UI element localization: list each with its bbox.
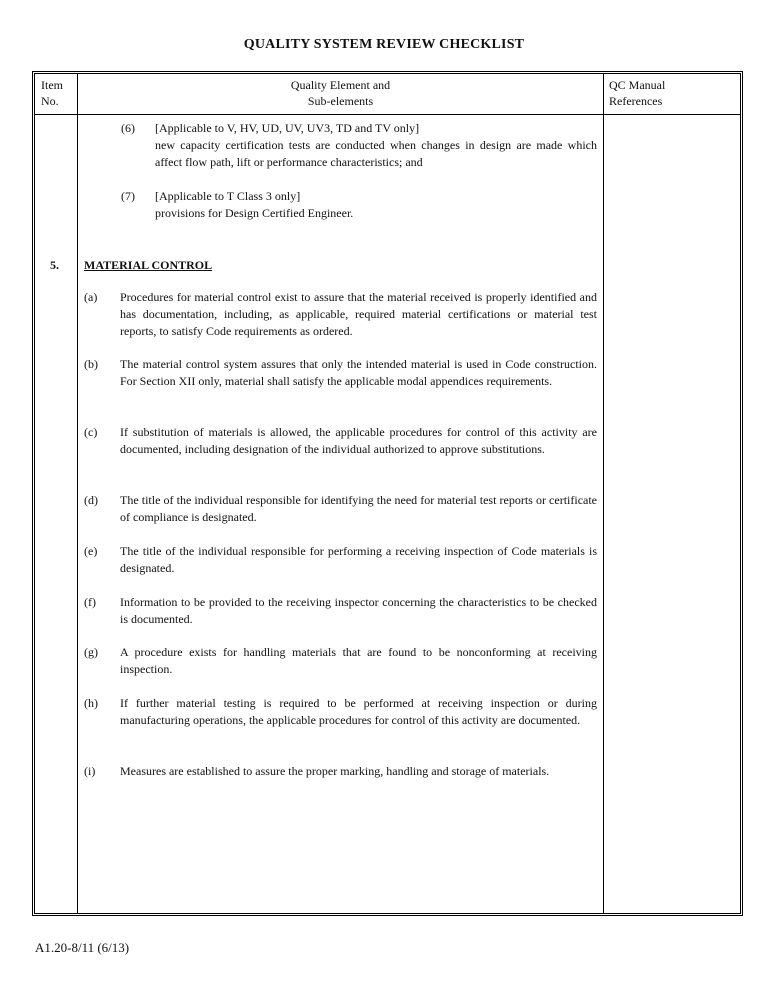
header-quality-element: Quality Element and Sub-elements [290, 78, 391, 108]
item-text: Measures are established to assure the proper marking, handling and storage of materials. [120, 764, 550, 778]
item-label: (a) [84, 290, 98, 304]
item-text: A procedure exists for handling materials that are found to be nonconforming at receiving inspection. [120, 645, 597, 676]
page-title: QUALITY SYSTEM REVIEW CHECKLIST [243, 37, 525, 52]
item-label: (g) [84, 645, 98, 659]
subitem-label: (6) [121, 121, 135, 135]
item-text: Procedures for material control exist to assure that the material received is properly identified and has documentation, including, as applicable, required material certifications or material test reports, to satisfy Code requirements as ordered. [120, 290, 597, 338]
item-text: The title of the individual responsible for performing a receiving inspection of Code materials is designated. [120, 544, 597, 575]
item-label: (e) [84, 544, 98, 558]
item-text: If further material testing is required to be performed at receiving inspection or during manufacturing operations, the applicable procedures for control of this activity are documented. [120, 696, 597, 727]
item-text: Information to be provided to the receiving inspector concerning the characteristics to be checked is documented. [120, 595, 597, 626]
subitem-text: [Applicable to T Class 3 only] provisions for Design Certified Engineer. [155, 189, 354, 220]
subitem-label: (7) [121, 189, 135, 203]
item-label: (i) [84, 764, 96, 778]
item-text: If substitution of materials is allowed, the applicable procedures for control of this activity are documented, including designation of the individual authorized to approve substitutions. [120, 425, 597, 456]
column-divider [77, 74, 78, 913]
section-number: 5. [50, 258, 59, 272]
section-title: MATERIAL CONTROL [84, 258, 213, 272]
item-label: (b) [84, 357, 98, 371]
item-label: (c) [84, 425, 98, 439]
item-label: (f) [84, 595, 96, 609]
checklist-table [32, 71, 743, 916]
form-number: A1.20-8/11 (6/13) [35, 940, 130, 955]
item-text: The title of the individual responsible for identifying the need for material test reports or certificate of compliance is designated. [120, 493, 597, 524]
column-divider [603, 74, 604, 913]
item-label: (h) [84, 696, 98, 710]
header-item-no: Item No. [41, 78, 63, 108]
header-divider [35, 114, 740, 115]
item-text: The material control system assures that only the intended material is used in Code construction. For Section XII only, material shall satisfy the applicable modal appendices requirements. [120, 357, 597, 388]
header-qc-manual-references: QC Manual References [609, 78, 666, 108]
item-label: (d) [84, 493, 98, 507]
subitem-text: [Applicable to V, HV, UD, UV, UV3, TD and TV only] new capacity certification tests are conducted when changes in design are made which affect flow path, lift or performance characteristics; and [155, 121, 597, 169]
